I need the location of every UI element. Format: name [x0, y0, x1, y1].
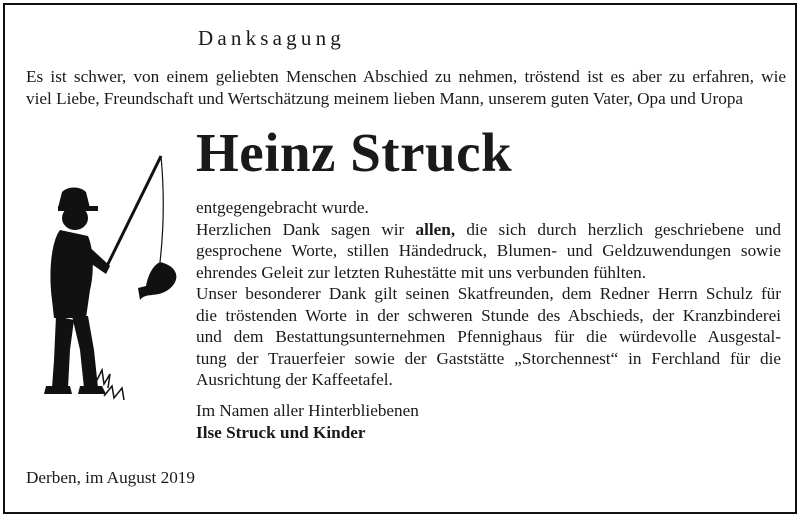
signature-names: Ilse Struck und Kinder [196, 423, 366, 442]
intro-line-2: viel Liebe, Freundschaft und Wertschätzung meinem lieben Mann, unserem guten Vater, Opa und Uropa [26, 89, 744, 108]
fisherman-silhouette-icon [28, 150, 198, 405]
notice-heading: Danksagung [198, 26, 345, 50]
signature-line-1: Im Namen aller Hinterbliebenen [196, 401, 419, 420]
body-line: Unser besonderer Dank gilt seinen Skatfreunden, dem Redner Herrn Schulz für [196, 284, 781, 303]
deceased-name: Heinz Struck [196, 122, 513, 183]
body-line: Ausrichtung der Kaffeetafel. [196, 370, 393, 389]
intro-paragraph [26, 66, 786, 110]
body-line: tung der Trauerfeier sowie der Gaststätte „Storchennest“ in Ferchland für die [196, 348, 781, 368]
place-date: Derben, im August 2019 [26, 468, 195, 487]
body-line: und dem Bestattungsunternehmen Pfennighaus für die würdevolle Ausgestal- [196, 327, 781, 346]
body-line [196, 219, 781, 241]
body-text: die sich durch herzlich geschriebene und [455, 219, 781, 239]
body-line: entgegengebracht wurde. [196, 198, 369, 217]
notice-body [196, 197, 781, 391]
body-line: ehrendes Geleit zur letzten Ruhestätte mit uns verbunden fühlten. [196, 262, 647, 282]
intro-line-1: Es ist schwer, von einem geliebten Menschen Abschied zu nehmen, tröstend ist es aber zu erfahren, wie [26, 67, 786, 86]
body-line: die tröstenden Worte in der schweren Stunde des Abschieds, der Kranzbinderei [196, 305, 781, 325]
body-emphasis: allen, [415, 219, 456, 239]
body-text: Herzlichen Dank sagen wir [196, 219, 416, 239]
signature-block [196, 400, 419, 444]
body-line: gesprochene Worte, stillen Händedruck, Blumen- und Geldzuwendungen sowie [196, 241, 781, 260]
